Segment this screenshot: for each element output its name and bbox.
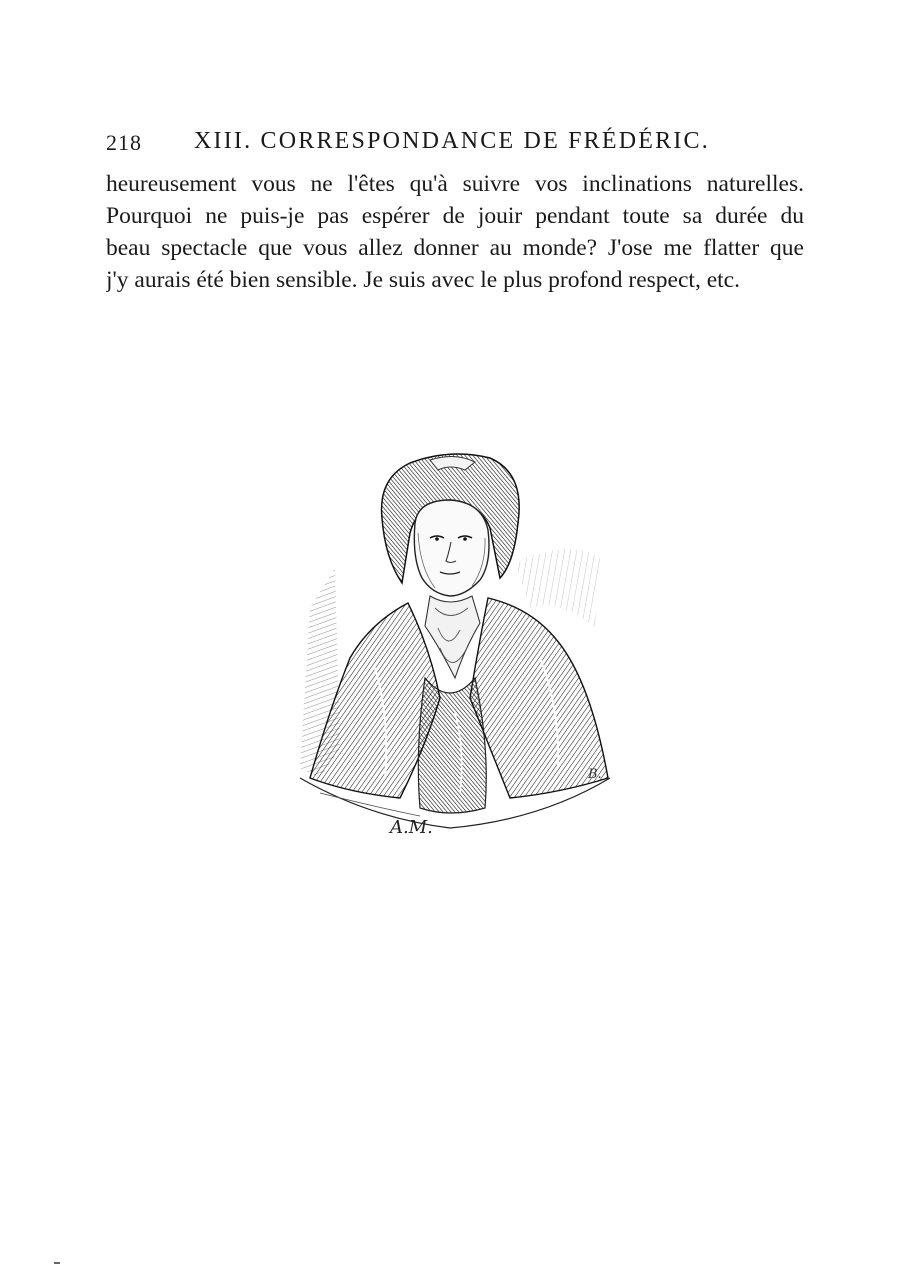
body-paragraph xyxy=(106,168,804,296)
body-line: Pourquoi ne puis-je pas espérer de jouir pendant toute sa durée du xyxy=(106,203,804,229)
page-number: 218 xyxy=(106,130,142,155)
svg-text:B.: B. xyxy=(588,767,602,782)
body-line: beau spectacle que vous allez donner au monde? J'ose me flatter que xyxy=(106,235,804,261)
page-header xyxy=(106,128,806,160)
portrait-engraving xyxy=(290,448,620,840)
body-line: j'y aurais été bien sensible. Je suis avec le plus profond respect, etc. xyxy=(106,267,740,293)
svg-text:A.M.: A.M. xyxy=(390,817,433,838)
running-head: XIII. CORRESPONDANCE DE FRÉDÉRIC. xyxy=(194,128,710,154)
body-line: heureusement vous ne l'êtes qu'à suivre vos inclinations naturelles. xyxy=(106,171,804,197)
stray-ink-mark xyxy=(54,1262,60,1264)
